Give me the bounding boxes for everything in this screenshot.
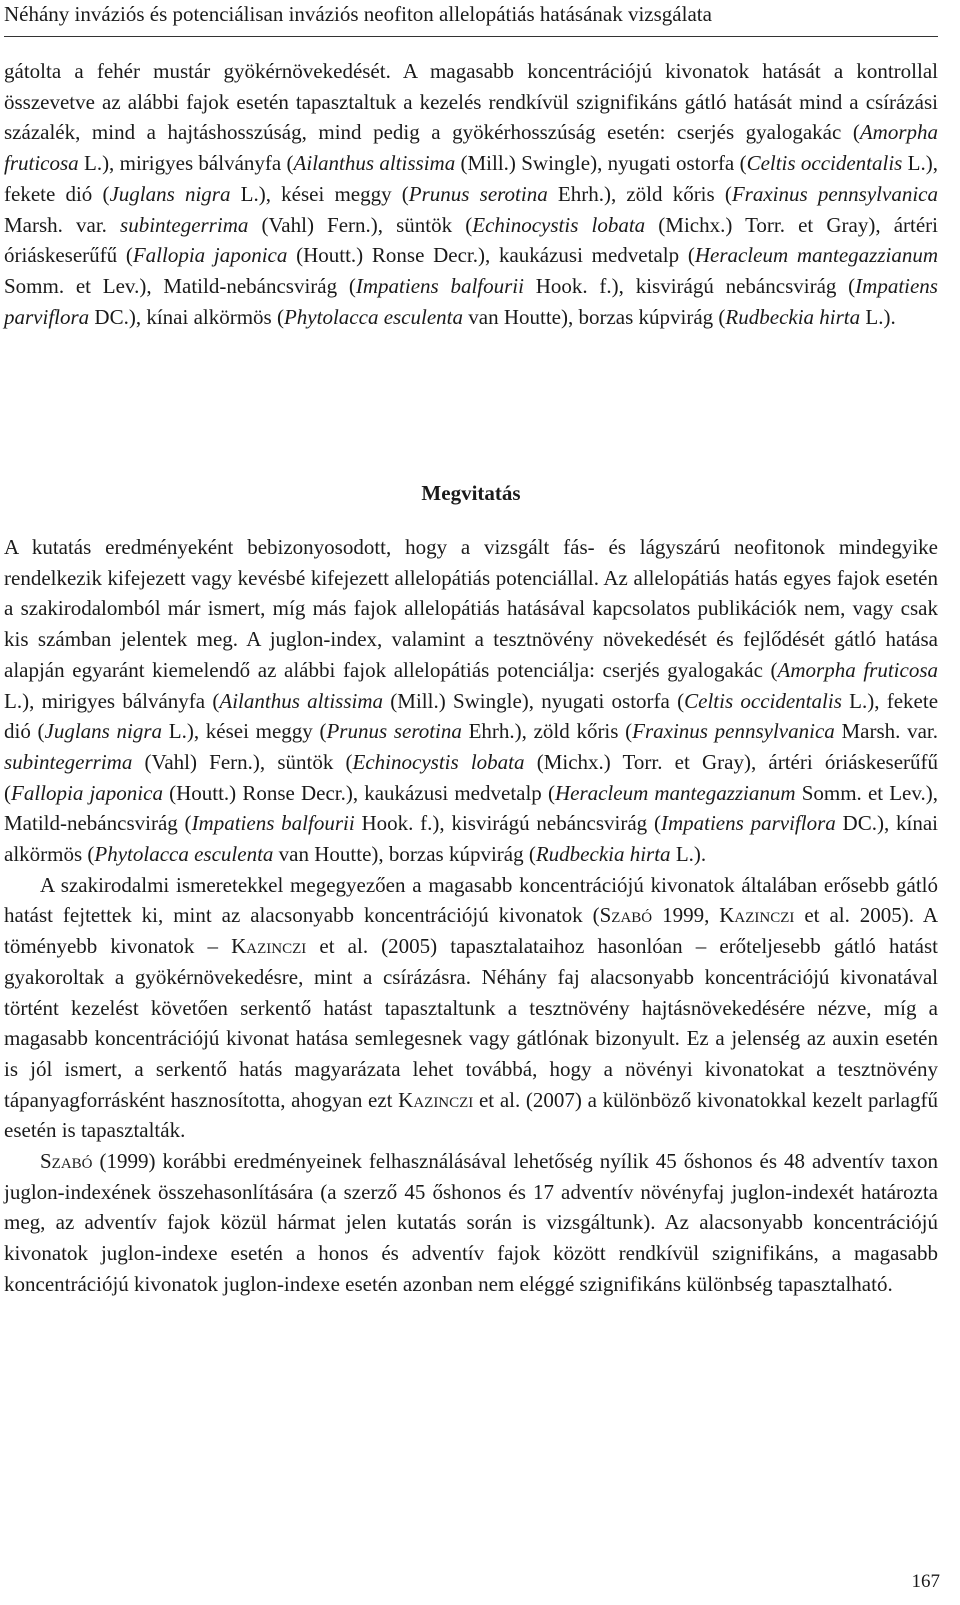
taxon-name: Celtis occidentalis xyxy=(746,151,903,176)
discussion-paragraph: Szabó (1999) korábbi eredményeinek felhasználásával lehetőség nyílik 45 őshonos és 48 adventív taxon juglon-indexének összehasonlítására (a szerző 45 őshonos és 17 adventív növényfaj juglon-indexét határozta meg, az adventív fajok közül hármat jelen kutatás során is vizsgáltunk). Az alacsonyabb koncentrációjú kivonatok juglon-indexe esetén a honos és adventív fajok között rendkívül szignifikáns, a magasabb koncentrációjú kivonatok juglon-indexe esetén azonban nem eléggé szignifikáns különbség tapasztalható. xyxy=(4,1149,938,1296)
taxon-name: Juglans nigra xyxy=(109,181,231,206)
author-citation: Kazinczi xyxy=(719,903,795,928)
taxon-name: Heracleum mantegazzianum xyxy=(554,780,796,805)
discussion-text xyxy=(4,532,938,1300)
discussion-paragraph: A szakirodalmi ismeretekkel megegyezően a magasabb koncentrációjú kivonatok általában erősebb gátló hatást fejtettek ki, mint az alacsonyabb koncentrációjú kivonatok (Szabó 1999, Kazinczi et al. 2005). A töményebb kivonatok – Kazinczi et al. (2005) tapasztalataihoz hasonlóan – erőteljesebb gátló hatást gyakoroltak a gyökérnövekedésre, mint a csírázásra. Néhány faj alacsonyabb koncentrációjú kivonatával történt kezelést követően serkentő hatást tapasztaltunk a tesztnövény hajtásnövekedésére nézve, míg a magasabb koncentrációjú kivonat hatása semlegesnek vagy gátlónak bizonyult. Ez a jelenség az auxin esetén is jól ismert, a serkentő hatás magyarázata lehet továbbá, hogy a növényi kivonatokat a tesztnövény tápanyagforrásként hasznosította, ahogyan ezt Kazinczi et al. (2007) a különböző kivonatokkal kezelt parlagfű esetén is tapasztalták. xyxy=(4,872,939,1143)
taxon-name: subintegerrima xyxy=(120,212,249,237)
results-text xyxy=(4,56,938,332)
discussion-paragraph: A kutatás eredményeként bebizonyosodott, hogy a vizsgált fás- és lágyszárú neofitonok mindegyike rendelkezik kifejezett vagy kevésbé kifejezett allelopátiás potenciállal. Az allelopátiás hatás egyes fajok esetén a szakirodalomból már ismert, míg más fajok allelopátiás hatásával kapcsolatos publikációk nem, vagy csak kis számban jelentek meg. A juglon-index, valamint a tesztnövény növekedését és fejlődését gátló hatása alapján egyaránt kiemelendő az alábbi fajok allelopátiás potenciálja: cserjés gyalogakác (Amorpha fruticosa L.), mirigyes bálványfa (Ailanthus altissima (Mill.) Swingle), nyugati ostorfa (Celtis occidentalis L.), fekete dió (Juglans nigra L.), kései meggy (Prunus serotina Ehrh.), zöld kőris (Fraxinus pennsylvanica Marsh. var. subintegerrima (Vahl) Fern.), süntök (Echinocystis lobata (Michx.) Torr. et Gray), ártéri óriáskeserűfű (Fallopia japonica (Houtt.) Ronse Decr.), kaukázusi medvetalp (Heracleum mantegazzianum Somm. et Lev.), Matild-nebáncsvirág (Impatiens balfourii Hook. f.), kisvirágú nebáncsvirág (Impatiens parviflora DC.), kínai alkörmös (Phytolacca esculenta van Houtte), borzas kúpvirág (Rudbeckia hirta L.). xyxy=(4,535,939,867)
taxon-name: subintegerrima xyxy=(4,749,133,774)
taxon-name: Amorpha fruticosa xyxy=(4,120,938,176)
taxon-name: Fallopia japonica xyxy=(11,780,163,805)
taxon-name: Juglans nigra xyxy=(44,719,163,744)
taxon-name: Fallopia japonica xyxy=(132,243,288,268)
author-citation: Szabó xyxy=(599,903,653,928)
taxon-name: Prunus serotina xyxy=(326,719,462,744)
taxon-name: Fraxinus pennsylvanica xyxy=(632,719,835,744)
taxon-name: Amorpha fruticosa xyxy=(777,657,938,682)
taxon-name: Impatiens balfourii xyxy=(355,273,524,298)
taxon-name: Phytolacca esculenta xyxy=(94,842,274,867)
taxon-name: Phytolacca esculenta xyxy=(283,304,463,329)
taxon-name: Ailanthus altissima xyxy=(293,151,456,176)
taxon-name: Prunus serotina xyxy=(408,181,548,206)
taxon-name: Ailanthus altissima xyxy=(219,688,384,713)
author-citation: Kazinczi xyxy=(398,1087,474,1112)
taxon-name: Impatiens parviflora xyxy=(660,811,836,836)
author-citation: Kazinczi xyxy=(231,934,307,959)
author-citation: Szabó xyxy=(40,1149,93,1174)
taxon-name: Rudbeckia hirta xyxy=(535,842,671,867)
taxon-name: Heracleum mantegazzianum xyxy=(694,243,939,268)
taxon-name: Impatiens parviflora xyxy=(4,273,938,329)
page-number: 167 xyxy=(911,1571,940,1592)
taxon-name: Rudbeckia hirta xyxy=(725,304,861,329)
running-head: Néhány inváziós és potenciálisan inváziós neofiton allelopátiás hatásának vizsgálata xyxy=(4,0,938,37)
taxon-name: Celtis occidentalis xyxy=(684,688,842,713)
results-paragraph: gátolta a fehér mustár gyökérnövekedését. A magasabb koncentrációjú kivonatok hatását a kontrollal összevetve az alábbi fajok esetén tapasztaltuk a kezelés rendkívül szignifikáns gátló hatását mind a csírázási százalék, mind a hajtáshosszúság, mind pedig a gyökérhosszúság esetén: cserjés gyalogakác (Amorpha fruticosa L.), mirigyes bálványfa (Ailanthus altissima (Mill.) Swingle), nyugati ostorfa (Celtis occidentalis L.), fekete dió (Juglans nigra L.), kései meggy (Prunus serotina Ehrh.), zöld kőris (Fraxinus pennsylvanica Marsh. var. subintegerrima (Vahl) Fern.), süntök (Echinocystis lobata (Michx.) Torr. et Gray), ártéri óriáskeserűfű (Fallopia japonica (Houtt.) Ronse Decr.), kaukázusi medvetalp (Heracleum mantegazzianum Somm. et Lev.), Matild-nebáncsvirág (Impatiens balfourii Hook. f.), kisvirágú nebáncsvirág (Impatiens parviflora DC.), kínai alkörmös (Phytolacca esculenta van Houtte), borzas kúpvirág (Rudbeckia hirta L.). xyxy=(4,59,939,329)
taxon-name: Echinocystis lobata xyxy=(352,749,525,774)
taxon-name: Echinocystis lobata xyxy=(472,212,646,237)
taxon-name: Impatiens balfourii xyxy=(191,811,355,836)
taxon-name: Fraxinus pennsylvanica xyxy=(731,181,938,206)
section-heading: Megvitatás xyxy=(421,481,521,505)
